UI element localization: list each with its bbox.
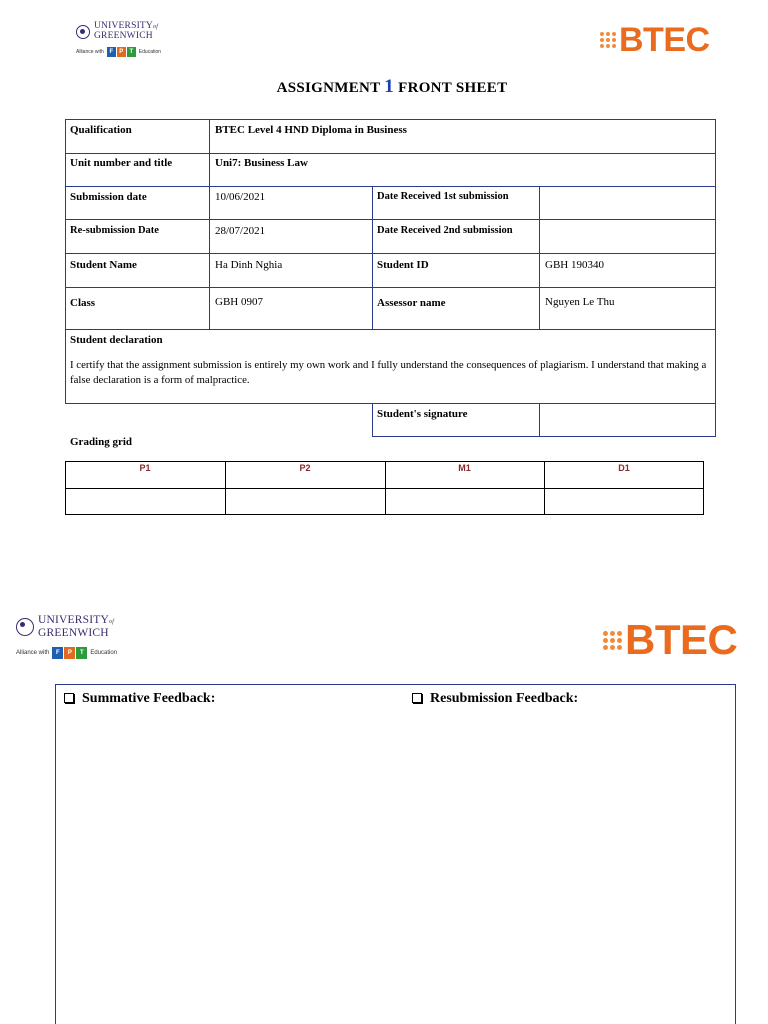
grade-cell-m1[interactable] (386, 489, 543, 514)
fpt-logo (52, 647, 87, 659)
grading-grid-label: Grading grid (70, 436, 133, 448)
signature-label: Student's signature (377, 408, 468, 420)
fpt-letter-f: F (107, 47, 116, 57)
submission-date-label: Submission date (70, 191, 147, 203)
alliance-text: Alliance with (16, 650, 50, 656)
signature-field[interactable] (545, 407, 710, 431)
fpt-letter-p: P (64, 647, 75, 659)
page-title (0, 76, 768, 98)
resubmission-date-value: 28/07/2021 (215, 225, 266, 237)
university-crest-icon (76, 25, 90, 39)
education-text: Education (138, 49, 162, 55)
university-name-line1: UNIVERSITY (94, 21, 153, 31)
grade-cell-p2[interactable] (226, 489, 384, 514)
resubmission-feedback-checkbox[interactable] (412, 693, 422, 703)
university-name-of: of (109, 619, 115, 625)
student-id-label: Student ID (377, 259, 429, 271)
summative-feedback (64, 691, 215, 707)
resubmission-feedback-label: Resubmission Feedback: (430, 691, 579, 706)
assignment-number: 1 (384, 76, 395, 97)
fpt-letter-p: P (117, 47, 126, 57)
class-value: GBH 0907 (215, 296, 263, 308)
university-name-of: of (153, 24, 159, 30)
grade-header-m1: M1 (458, 463, 471, 473)
alliance-text: Alliance with (76, 49, 104, 55)
summative-feedback-label: Summative Feedback: (82, 691, 216, 706)
assessor-name-label: Assessor name (377, 297, 446, 309)
student-name-label: Student Name (70, 259, 137, 271)
btec-dots-icon (603, 631, 622, 650)
btec-logo-page2 (603, 616, 737, 664)
grade-cell-p1[interactable] (66, 489, 224, 514)
student-name-value: Ha Dinh Nghia (215, 259, 283, 271)
declaration-label: Student declaration (70, 334, 163, 346)
grade-header-d1: D1 (618, 463, 630, 473)
resubmission-date-label: Re-submission Date (70, 225, 159, 236)
qualification-value: BTEC Level 4 HND Diploma in Business (215, 124, 407, 136)
qualification-label: Qualification (70, 124, 132, 136)
btec-wordmark: BTEC (625, 616, 738, 663)
declaration-text: I certify that the assignment submission is entirely my own work and I fully understand the consequences of plagiarism. I understand that making a false declaration is a form of malpractice. (70, 359, 707, 386)
grade-header-p2: P2 (299, 463, 311, 473)
fpt-logo (107, 47, 136, 57)
unit-label: Unit number and title (70, 157, 173, 169)
university-crest-icon (16, 618, 34, 636)
btec-dots-icon (600, 32, 616, 48)
unit-value: Uni7: Business Law (215, 157, 308, 169)
summative-feedback-checkbox[interactable] (64, 693, 74, 703)
student-id-value: GBH 190340 (545, 259, 604, 271)
feedback-box (55, 684, 736, 1024)
university-name-line2: GREENWICH (94, 31, 153, 41)
assessor-name-value: Nguyen Le Thu (545, 296, 615, 308)
fpt-letter-t: T (76, 647, 87, 659)
btec-logo (600, 20, 710, 60)
fpt-letter-f: F (52, 647, 63, 659)
university-name-line2: GREENWICH (38, 627, 109, 639)
title-suffix: FRONT SHEET (398, 80, 508, 96)
university-logo-page2 (16, 615, 117, 659)
date-received-2nd-label: Date Received 2nd submission (377, 225, 513, 236)
date-received-1st-label: Date Received 1st submission (377, 191, 509, 202)
submission-date-value: 10/06/2021 (215, 191, 266, 203)
fpt-letter-t: T (127, 47, 136, 57)
class-label: Class (70, 297, 96, 309)
university-logo (76, 22, 161, 57)
title-prefix: ASSIGNMENT (276, 80, 381, 96)
grade-cell-d1[interactable] (545, 489, 703, 514)
education-text: Education (90, 650, 118, 656)
btec-wordmark: BTEC (619, 21, 710, 59)
university-name-line1: UNIVERSITY (38, 614, 109, 626)
resubmission-feedback (412, 691, 578, 707)
grade-header-p1: P1 (139, 463, 151, 473)
